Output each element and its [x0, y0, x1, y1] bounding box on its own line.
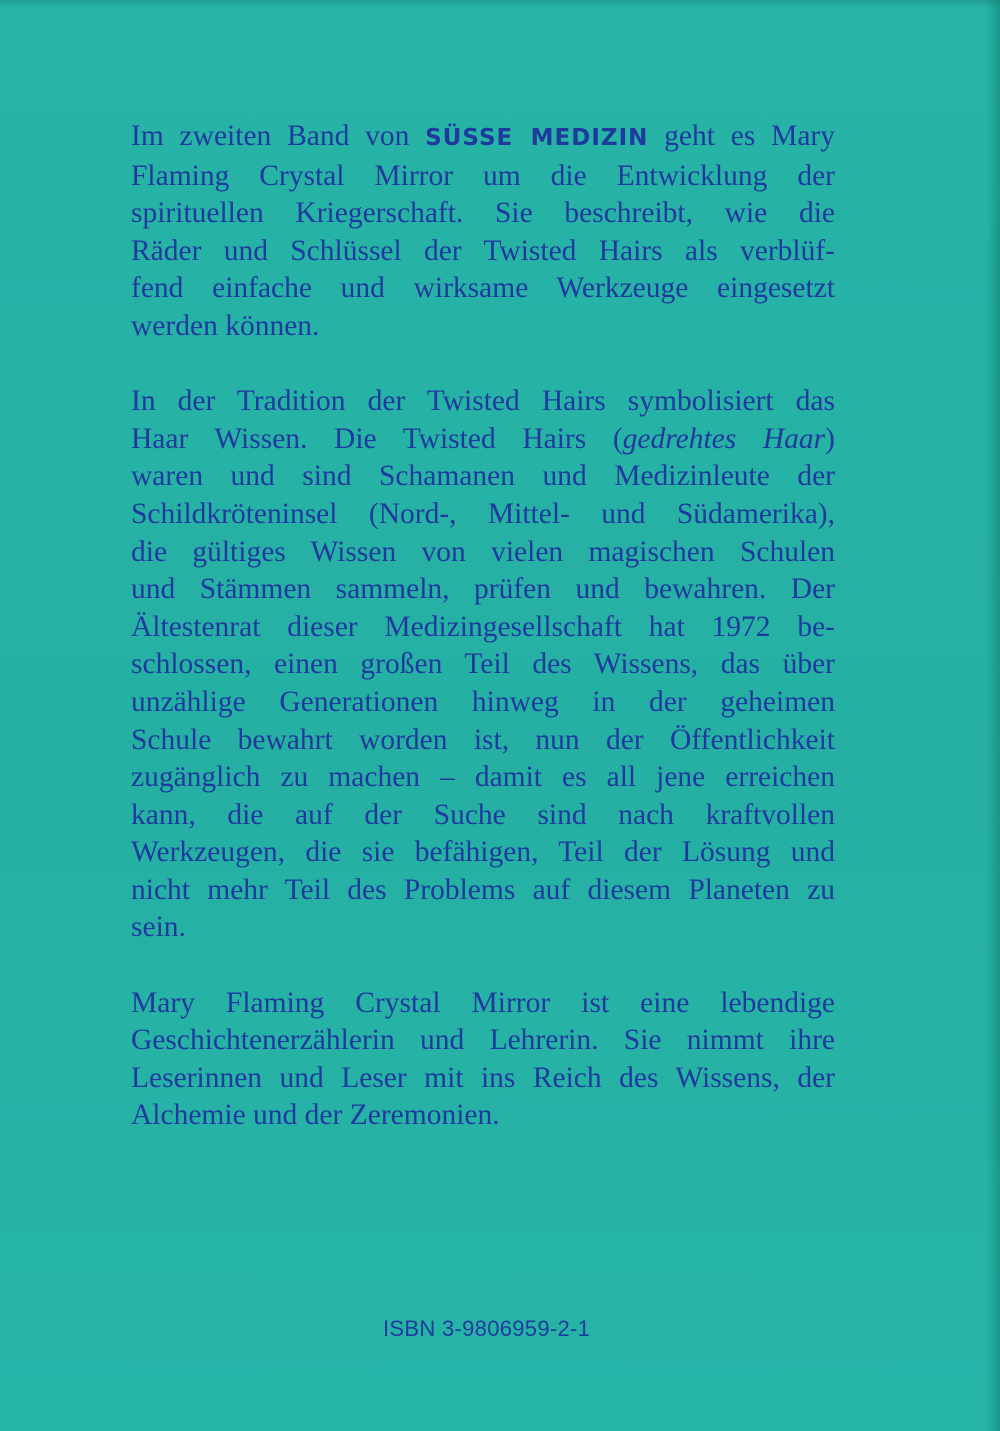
text-line: spirituellen Kriegerschaft. Sie beschreibt, wie die — [131, 197, 835, 230]
text-line: waren und sind Schamanen und Medizinleute der — [131, 460, 835, 493]
text-line: unzählige Generationen hinweg in der geheimen — [131, 685, 835, 718]
text-span: geht es Mary — [648, 120, 835, 152]
text-line: und Stämmen sammeln, prüfen und bewahren. Der — [131, 573, 835, 606]
text-line: Mary Flaming Crystal Mirror ist eine lebendige — [131, 986, 835, 1019]
text-line: zugänglich zu machen – damit es all jene erreichen — [131, 761, 835, 794]
text-line: die gültiges Wissen von vielen magischen Schulen — [131, 535, 835, 568]
blurb-paragraph-2 — [131, 383, 835, 947]
text-line — [131, 118, 835, 158]
text-line: Geschichtenerzählerin und Lehrerin. Sie nimmt ihre — [131, 1024, 835, 1057]
text-line — [131, 421, 835, 459]
text-line: werden können. — [131, 309, 320, 342]
text-line: schlossen, einen großen Teil des Wissens, das über — [131, 648, 835, 681]
text-span: Im zweiten Band von — [131, 120, 426, 152]
text-line: fend einfache und wirksame Werkzeuge eingesetzt — [131, 272, 835, 305]
blurb-text — [131, 118, 835, 1173]
text-line: Ältestenrat dieser Medizingesellschaft hat 1972 be- — [131, 610, 835, 643]
text-line: kann, die auf der Suche sind nach kraftvollen — [131, 798, 835, 831]
text-span: ) — [825, 422, 835, 455]
isbn-number: ISBN 3-9806959-2-1 — [383, 1316, 591, 1341]
text-line: In der Tradition der Twisted Hairs symbolisiert das — [131, 385, 835, 418]
text-line: Alchemie und der Zeremonien. — [131, 1099, 500, 1132]
blurb-paragraph-1 — [131, 118, 835, 346]
book-series-title: SÜSSE MEDIZIN — [425, 125, 649, 151]
blurb-paragraph-3 — [131, 985, 835, 1135]
cover-top-edge-shadow — [0, 0, 1000, 8]
text-line: nicht mehr Teil des Problems auf diesem Planeten zu — [131, 873, 835, 906]
text-line: Schildkröteninsel (Nord-, Mittel- und Südamerika), — [131, 497, 835, 530]
text-line: Flaming Crystal Mirror um die Entwicklung der — [131, 159, 835, 192]
text-line: Leserinnen und Leser mit ins Reich des Wissens, der — [131, 1061, 835, 1094]
cover-right-edge-shadow — [986, 0, 1000, 1431]
text-line: Werkzeugen, die sie befähigen, Teil der Lösung und — [131, 836, 835, 869]
italic-term: gedrehtes Haar — [622, 422, 826, 455]
text-line: Räder und Schlüssel der Twisted Hairs als verblüf- — [131, 234, 835, 267]
text-span: Haar Wissen. Die Twisted Hairs ( — [131, 422, 623, 455]
text-line: Schule bewahrt worden ist, nun der Öffentlichkeit — [131, 723, 835, 756]
text-line: sein. — [131, 911, 186, 944]
